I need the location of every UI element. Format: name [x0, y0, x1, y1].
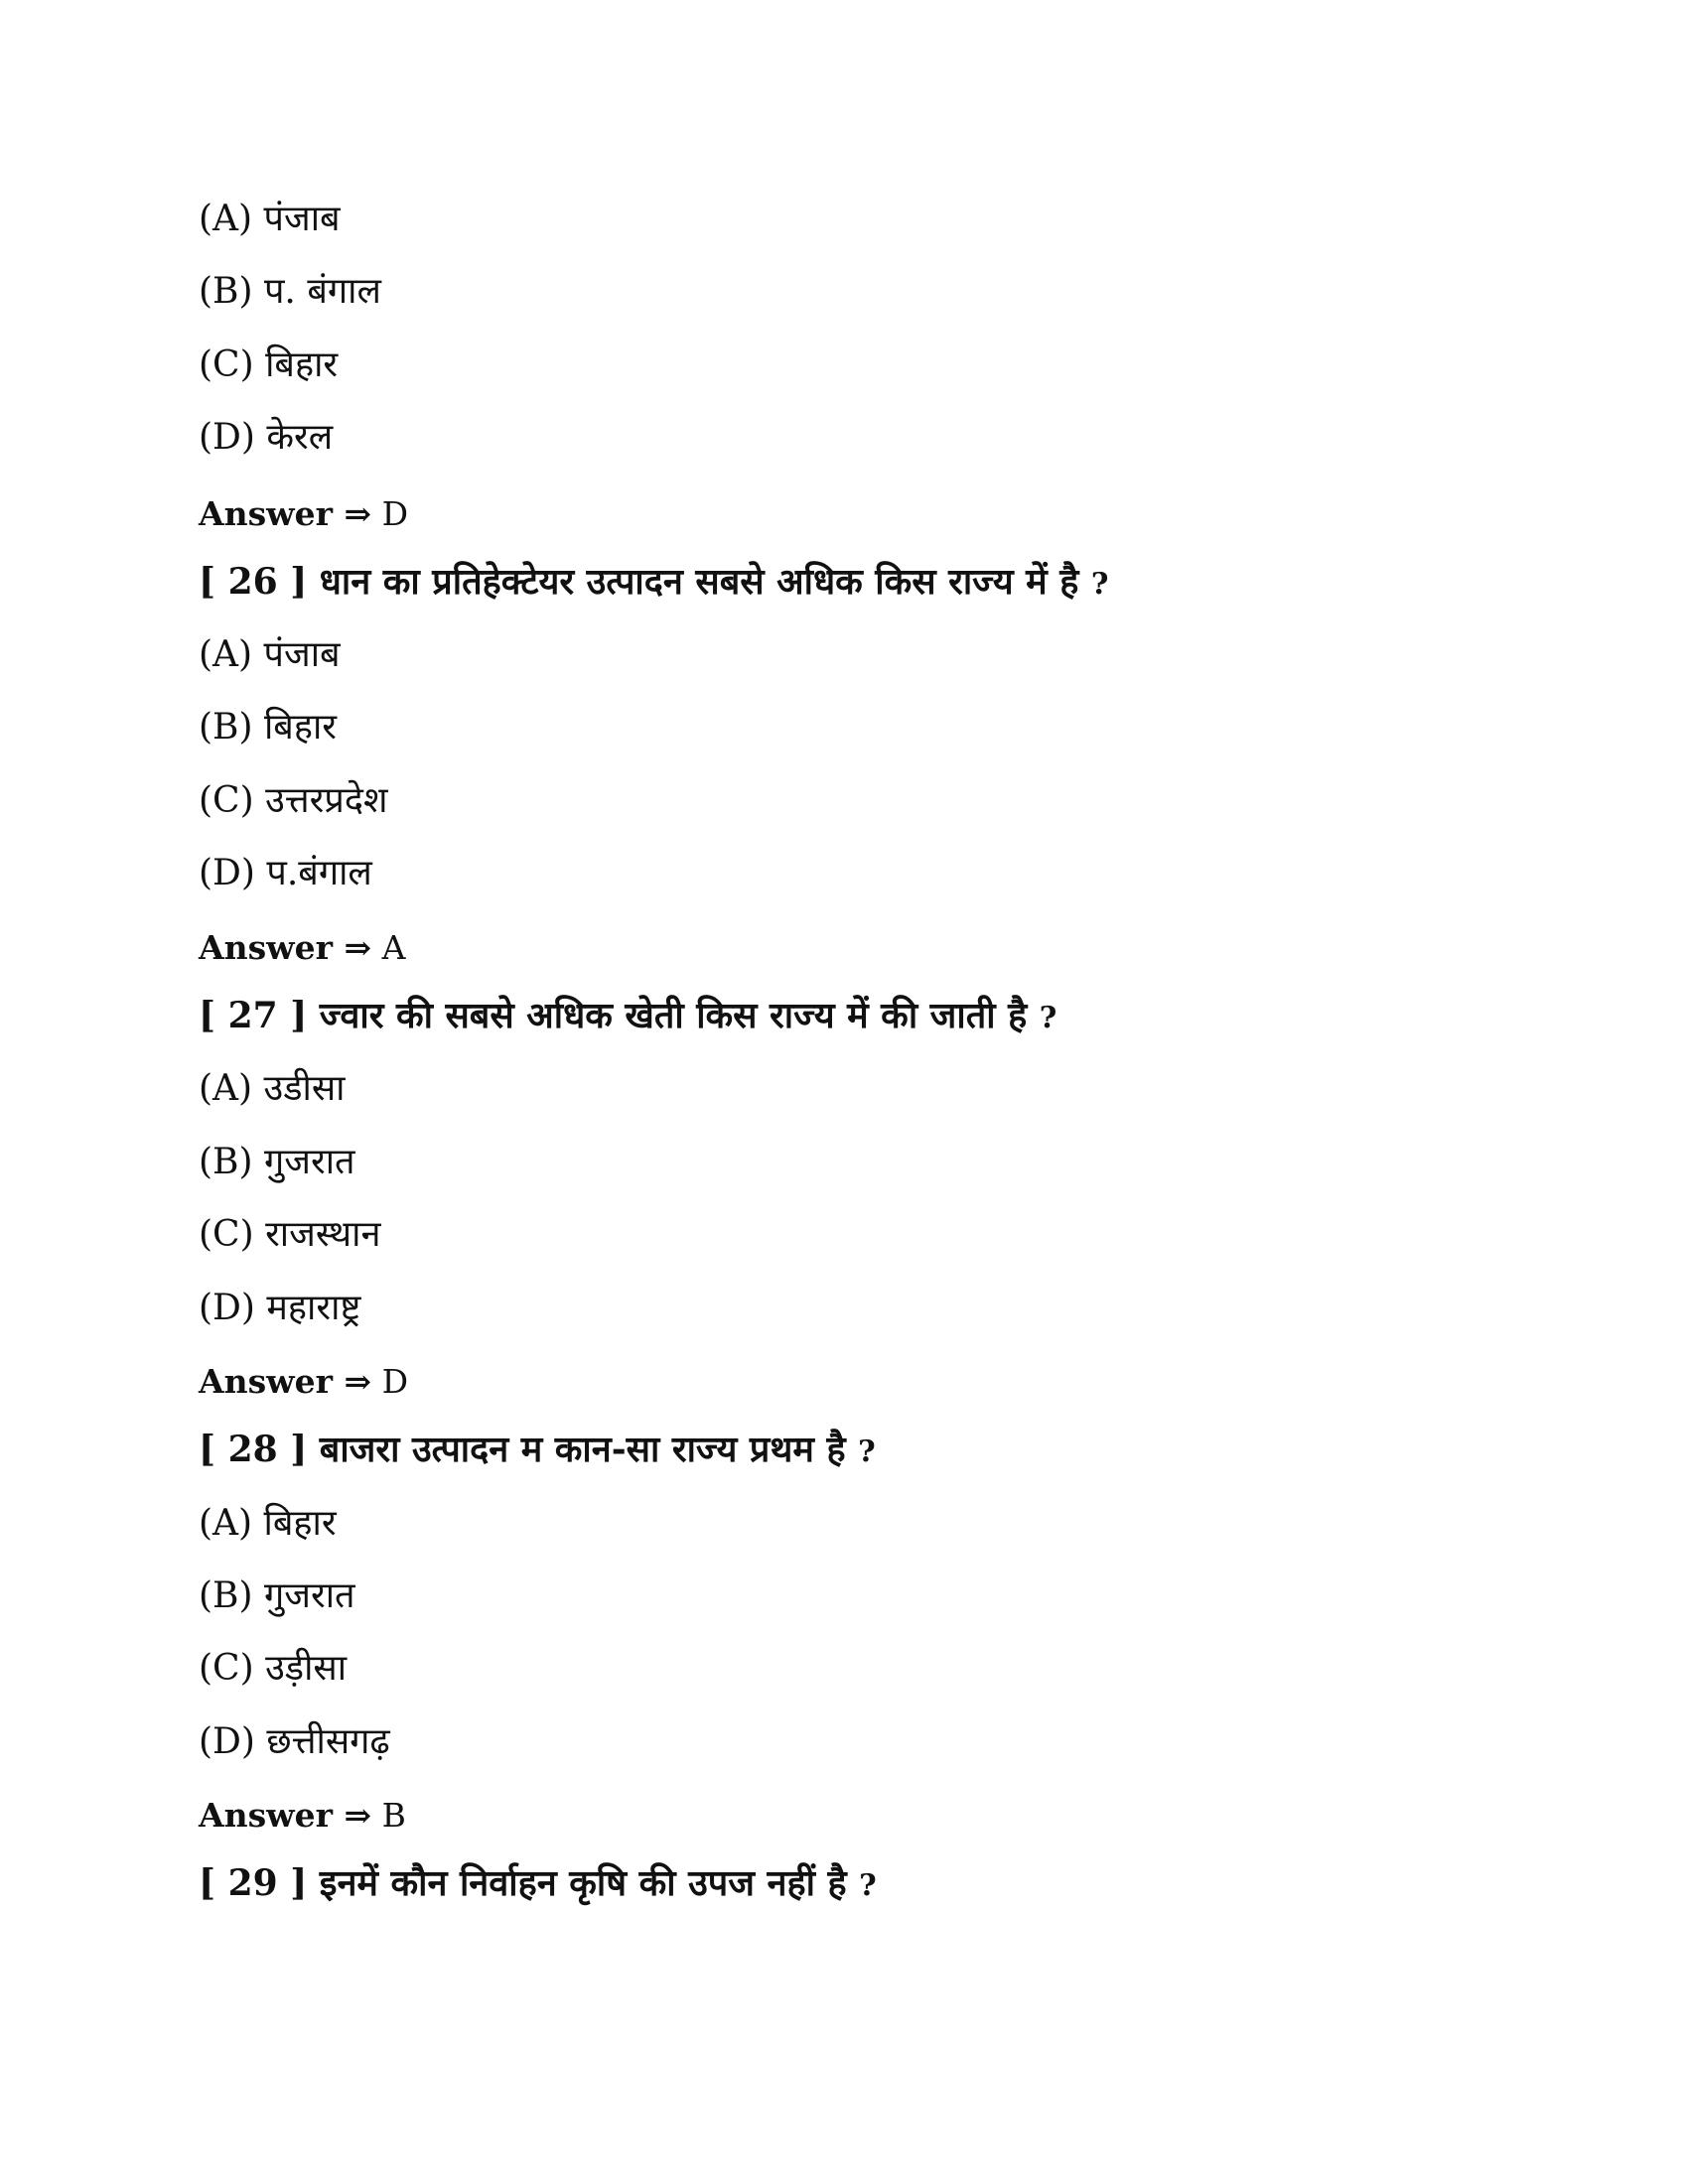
option-b: (B) गुजरात [199, 1575, 355, 1616]
option-d: (D) प.बंगाल [199, 853, 372, 893]
option-d: (D) केरल [199, 417, 334, 458]
question-mark: ? [1039, 1001, 1057, 1035]
option-b: (B) बिहार [199, 707, 338, 748]
option-a: (A) उडीसा [199, 1068, 346, 1109]
option-c: (C) उत्तरप्रदेश [199, 780, 388, 821]
question-mark: ? [1090, 567, 1109, 602]
option-b: (B) प. बंगाल [199, 271, 381, 312]
answer-label: Answer ⇒ [199, 494, 372, 533]
question-mark: ? [859, 1868, 877, 1903]
question-29 [199, 1862, 877, 1904]
answer-line [199, 494, 409, 533]
question-number: [ 29 ] [199, 1862, 308, 1904]
answer-line [199, 1796, 406, 1835]
option-a: (A) पंजाब [199, 634, 341, 675]
answer-value: D [381, 494, 409, 533]
answer-value: A [381, 928, 406, 967]
option-d: (D) महाराष्ट्र [199, 1288, 361, 1328]
question-text: ज्वार की सबसे अधिक खेती किस राज्य में की जाती है [319, 995, 1028, 1036]
option-a: (A) पंजाब [199, 199, 341, 239]
question-mark: ? [858, 1434, 876, 1469]
answer-line [199, 928, 406, 967]
option-b: (B) गुजरात [199, 1142, 355, 1182]
answer-line [199, 1362, 409, 1401]
answer-value: B [381, 1796, 406, 1835]
answer-label: Answer ⇒ [199, 928, 372, 967]
option-c: (C) उड़ीसा [199, 1648, 348, 1689]
question-number: [ 28 ] [199, 1429, 308, 1470]
option-c: (C) बिहार [199, 344, 339, 385]
option-c: (C) राजस्थान [199, 1214, 381, 1255]
question-text: बाजरा उत्पादन म कान-सा राज्य प्रथम है [319, 1429, 846, 1470]
question-26 [199, 561, 1109, 603]
answer-value: D [381, 1362, 409, 1401]
answer-label: Answer ⇒ [199, 1796, 372, 1835]
question-28 [199, 1429, 876, 1470]
question-27 [199, 995, 1057, 1036]
option-a: (A) बिहार [199, 1503, 337, 1544]
question-text: इनमें कौन निर्वाहन कृषि की उपज नहीं है [319, 1862, 847, 1904]
question-number: [ 26 ] [199, 561, 308, 603]
answer-label: Answer ⇒ [199, 1362, 372, 1401]
question-number: [ 27 ] [199, 995, 308, 1036]
question-text: धान का प्रतिहेक्टेयर उत्पादन सबसे अधिक किस राज्य में है [319, 561, 1079, 603]
option-d: (D) छत्तीसगढ़ [199, 1721, 390, 1762]
